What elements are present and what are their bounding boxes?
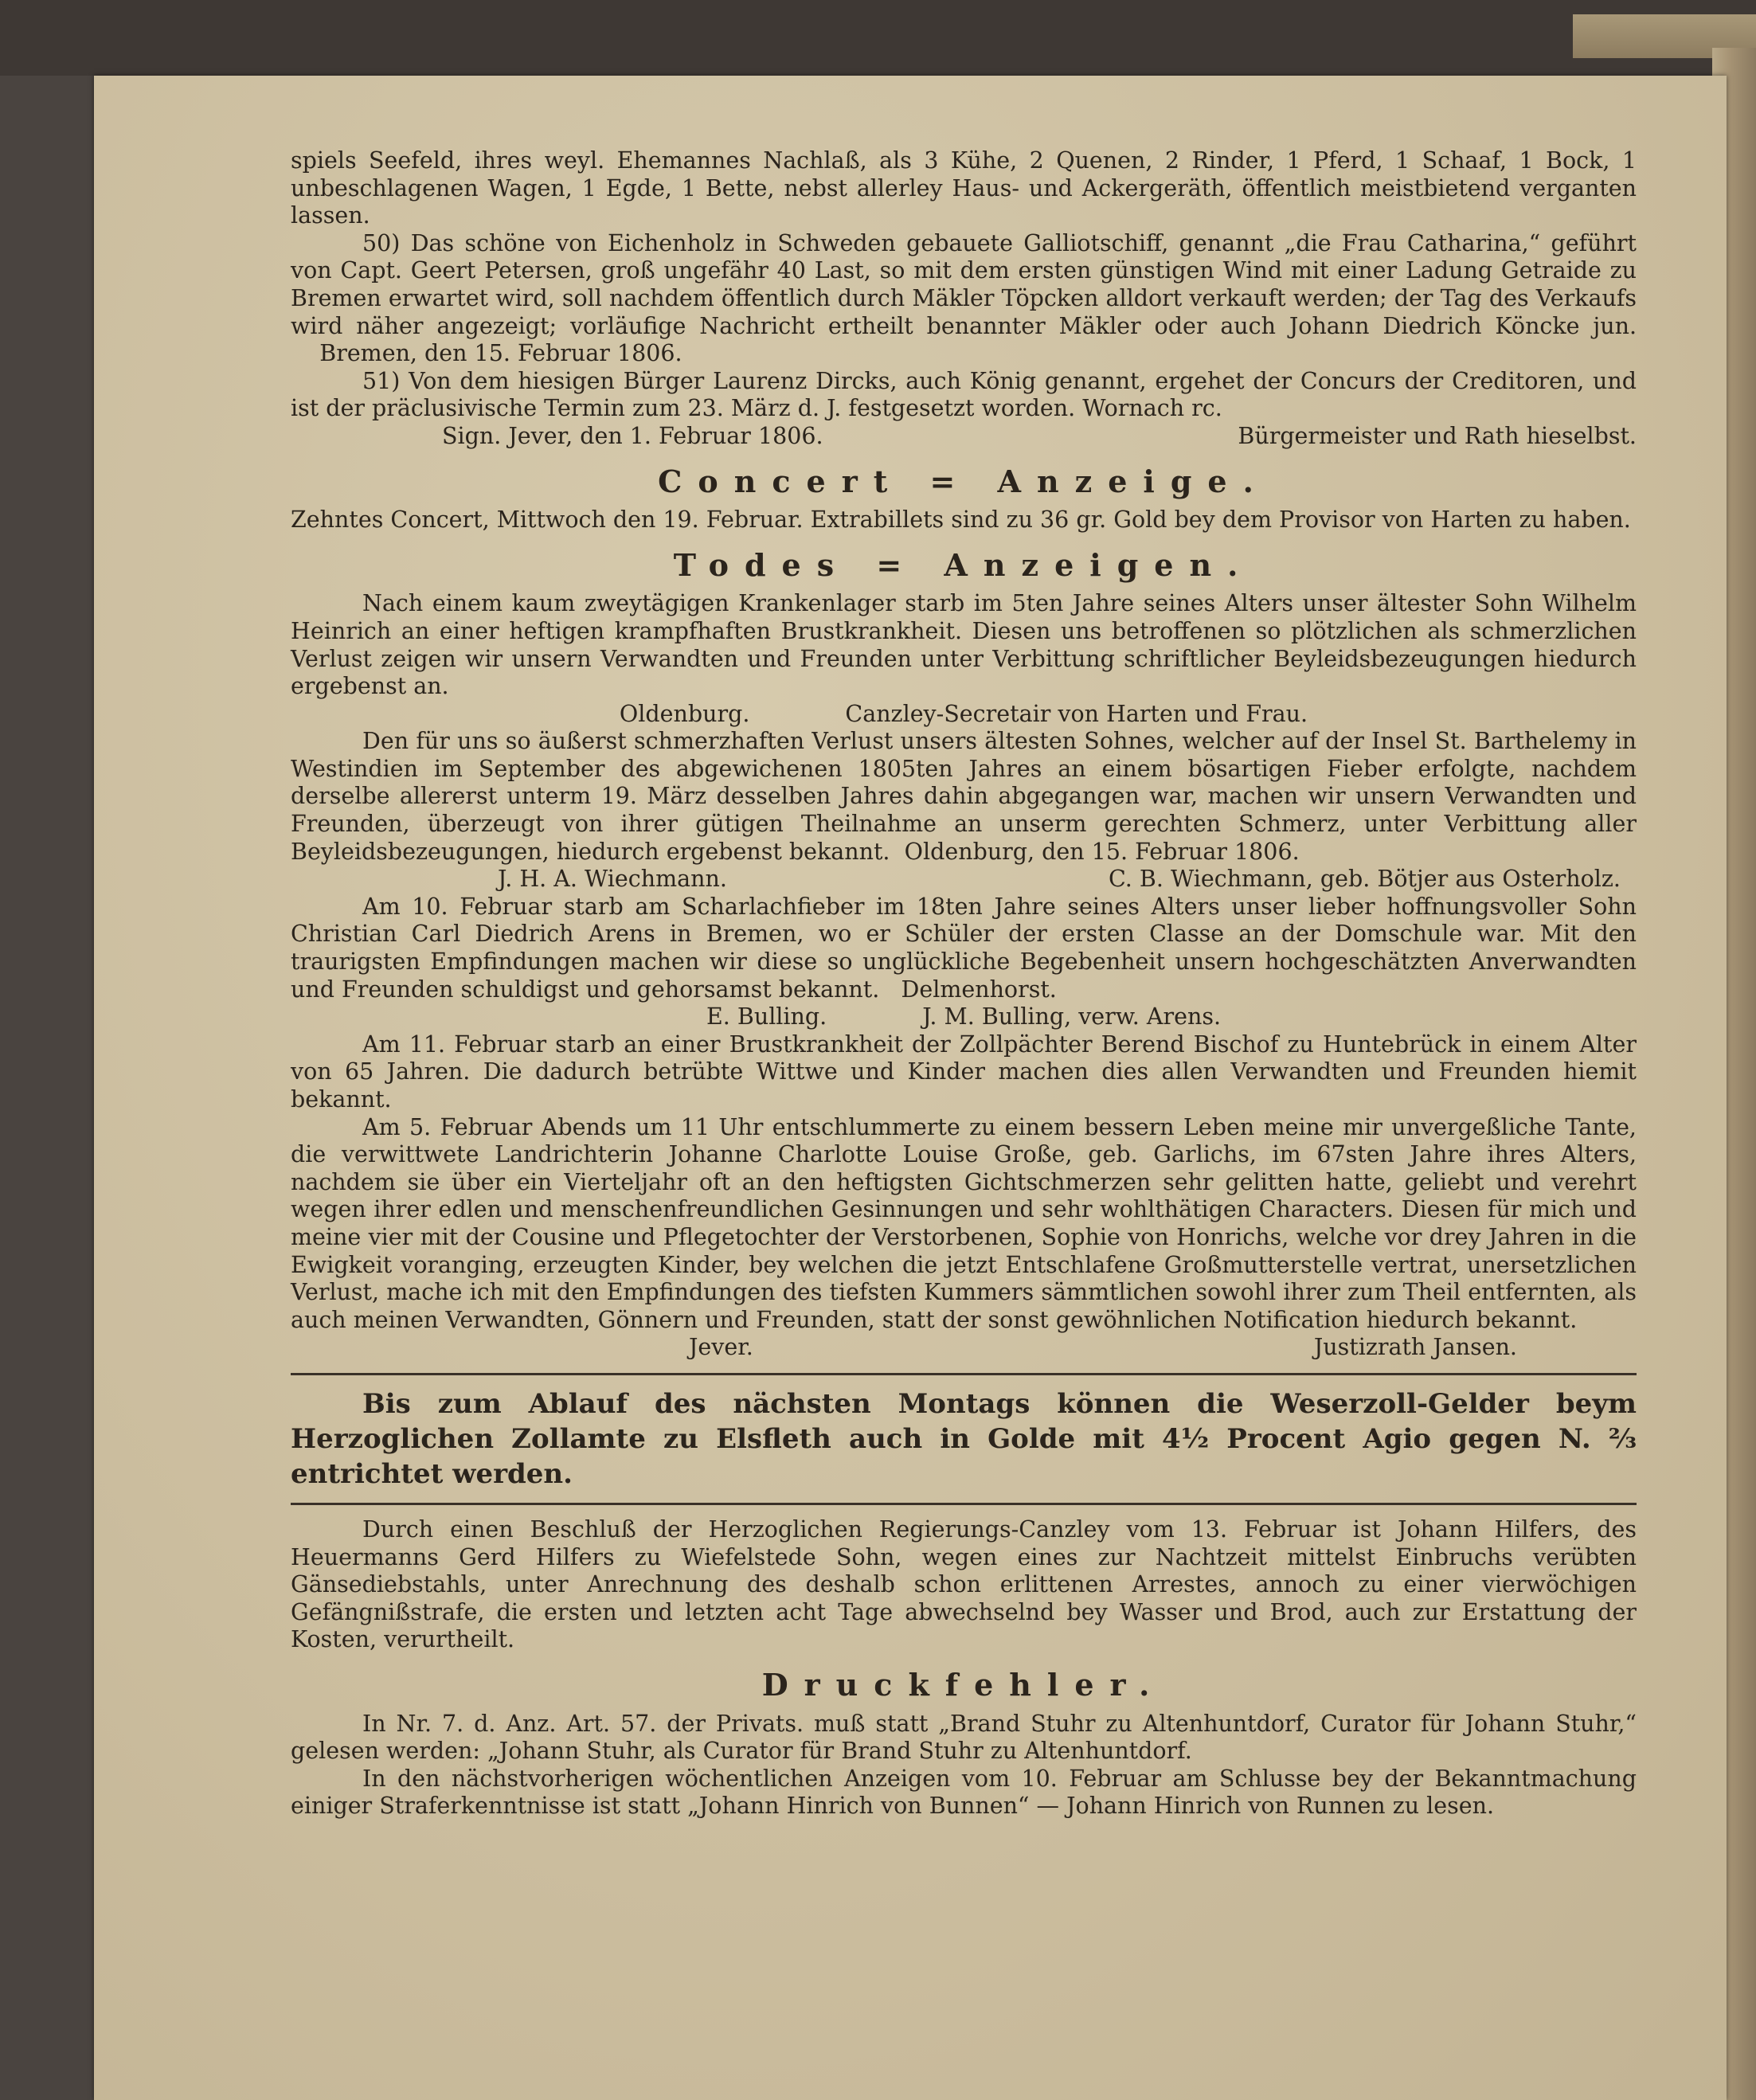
death-notice-2 xyxy=(291,728,1637,866)
death-notice-1-signature-row xyxy=(291,701,1637,729)
death-notice-5: Am 5. Februar Abends um 11 Uhr entschlummerte zu einem bessern Leben meine mir unvergeßliche Tante, die verwittwete Landrichterin Johanne Charlotte Louise Große, geb. Garlichs, im 67sten Jahre ihres Alters, nachdem sie über ein Vierteljahr oft an den heftigsten Gichtschmerzen sehr gelitten hatte, geliebt und verehrt wegen ihrer edlen und menschenfreundlichen Gesinnungen und sehr wohlthätigen Characters. Diesen für mich und meine vier mit der Cousine und Pflegetochter der Verstorbenen, Sophie von Honrichs, welche vor drey Jahren in die Ewigkeit voranging, erzeugten Kinder, bey welchen die jetzt Entschlafene Großmutterstelle vertrat, unersetzlichen Verlust, mache ich mit den Empfindungen des tiefsten Kummers sämmtlichen sowohl ihrer zum Theil entfernten, als auch meinen Verwandten, Gönnern und Freunden, statt der sonst gewöhnlichen Notification hiedurch bekannt. xyxy=(291,1113,1637,1333)
notice-50-signature: Bremen, den 15. Februar 1806. xyxy=(319,340,682,367)
scan-background xyxy=(0,0,1756,76)
death-notice-1: Nach einem kaum zweytägigen Krankenlager starb im 5ten Jahre seines Alters unser ältester Sohn Wilhelm Heinrich an einer heftigen krampfhaften Brustkrankheit. Diesen uns betroffenen so plötzlichen als schmerzlichen Verlust zeigen wir unsern Verwandten und Freunden unter Verbittung schriftlicher Beyleidsbezeugungen hiedurch ergebenst an. xyxy=(291,590,1637,700)
death-notice-2-signature-right: C. B. Wiechmann, geb. Bötjer aus Osterholz. xyxy=(1109,866,1621,893)
deaths-heading: Todes = Anzeigen. xyxy=(673,546,1254,583)
death-notice-2-signature-left: J. H. A. Wiechmann. xyxy=(498,866,727,893)
death-notice-3 xyxy=(291,894,1637,1003)
death-notice-3-signature-right: J. M. Bulling, verw. Arens. xyxy=(922,1003,1222,1030)
errata-item-1: In Nr. 7. d. Anz. Art. 57. der Privats. muß statt „Brand Stuhr zu Altenhuntdorf, Curator für Johann Stuhr,“ gelesen werden: „Johann Stuhr, als Curator für Brand Stuhr zu Altenhuntdorf. xyxy=(291,1710,1637,1765)
death-notice-3-text: Am 10. Februar starb am Scharlachfieber im 18ten Jahre seines Alters unser lieber hoffnungsvoller Sohn Christian Carl Diedrich Arens in Bremen, wo er Schüler der ersten Classe an der Domschule war. Mit den traurigsten Empfindungen machen wir diese so unglückliche Begebenheit unsern hochgeschätzten Anverwandten und Freunden schuldigst und gehorsamst bekannt. xyxy=(291,893,1637,1003)
death-notice-4: Am 11. Februar starb an einer Brustkrankheit der Zollpächter Berend Bischof zu Huntebrück in einem Alter von 65 Jahren. Die dadurch betrübte Wittwe und Kinder machen dies allen Verwandten und Freunden hiemit bekannt. xyxy=(291,1030,1637,1113)
notice-51-signature-right: Bürgermeister und Rath hieselbst. xyxy=(1238,422,1637,449)
death-notice-1-signature: Canzley-Secretair von Harten und Frau. xyxy=(845,700,1308,727)
notice-51: 51) Von dem hiesigen Bürger Laurenz Dircks, auch König genannt, ergehet der Concurs der Creditoren, und ist der präclusivische Termin zum 23. März d. J. festgesetzt worden. Wornach rc. xyxy=(291,367,1637,422)
death-notice-1-place: Oldenburg. xyxy=(619,700,750,727)
death-notice-5-signature: Justizrath Jansen. xyxy=(1313,1334,1517,1361)
death-notice-5-place: Jever. xyxy=(689,1334,753,1361)
death-notice-2-place: Oldenburg, den 15. Februar 1806. xyxy=(904,838,1300,865)
concert-heading: Concert = Anzeige. xyxy=(658,463,1269,499)
court-sentence-notice: Durch einen Beschluß der Herzoglichen Regierungs-Canzley vom 13. Februar ist Johann Hilfers, des Heuermanns Gerd Hilfers zu Wiefelstede Sohn, wegen eines zur Nachtzeit mittelst Einbruchs verübten Gänsediebstahls, unter Anrechnung des deshalb schon erlittenen Arrestes, annoch zu einer vierwöchigen Gefängnißstrafe, die ersten und letzten acht Tage abwechselnd bey Wasser und Brod, auch zur Erstattung der Kosten, verurtheilt. xyxy=(291,1515,1637,1653)
death-notice-3-signature-left: E. Bulling. xyxy=(706,1003,827,1030)
errata-heading: Druckfehler. xyxy=(761,1666,1166,1703)
death-notice-5-signature-row xyxy=(291,1334,1637,1362)
notice-49-end: spiels Seefeld, ihres weyl. Ehemannes Nachlaß, als 3 Kühe, 2 Quenen, 2 Rinder, 1 Pferd, 1 Schaaf, 1 Bock, 1 unbeschlagenen Wagen, 1 Egde, 1 Bette, nebst allerley Haus- und Ackergeräth, öffentlich meistbietend verganten lassen. xyxy=(291,147,1637,229)
death-notice-2-signature-row xyxy=(291,866,1637,894)
concert-text: Zehntes Concert, Mittwoch den 19. Februar. Extrabillets sind zu 36 gr. Gold bey dem Provisor von Harten zu haben. xyxy=(291,506,1631,534)
death-notice-3-place: Delmenhorst. xyxy=(901,976,1057,1003)
divider-bottom xyxy=(291,1503,1637,1505)
errata-item-2: In den nächstvorherigen wöchentlichen Anzeigen vom 10. Februar am Schlusse bey der Bekanntmachung einiger Straferkenntnisse ist statt „Johann Hinrich von Bunnen“ — Johann Hinrich von Runnen zu lesen. xyxy=(291,1765,1637,1820)
death-notice-3-signature-row xyxy=(291,1003,1637,1031)
notice-51-signature-row xyxy=(291,423,1637,451)
notice-50-text: 50) Das schöne von Eichenholz in Schweden gebauete Galliotschiff, genannt „die Frau Catharina,“ geführt von Capt. Geert Petersen, groß ungefähr 40 Last, so mit dem ersten günstigen Wind mit einer Ladung Getraide zu Bremen erwartet wird, soll nachdem öffentlich durch Mäkler Töpcken alldort verkauft werden; der Tag des Verkaufs wird näher angezeigt; vorläufige Nachricht ertheilt benannter Mäkler oder auch Johann Diedrich Köncke jun. xyxy=(291,229,1637,339)
notice-51-signature-left: Sign. Jever, den 1. Februar 1806. xyxy=(442,422,823,449)
page-content xyxy=(291,147,1637,1820)
notice-50 xyxy=(291,230,1637,368)
death-notice-2-text: Den für uns so äußerst schmerzhaften Verlust unsers ältesten Sohnes, welcher auf der Insel St. Barthelemy in Westindien im September des abgewichenen 1805ten Jahres an einem bösartigen Fieber erfolgte, nachdem derselbe allererst unterm 19. März desselben Jahres dahin abgegangen war, machen wir unsern Verwandten und Freunden, überzeugt von ihrer gütigen Theilnahme an unserm gerechten Schmerz, unter Verbittung aller Beyleidsbezeugungen, hiedurch ergebenst bekannt. xyxy=(291,728,1637,865)
divider-top xyxy=(291,1373,1637,1375)
toll-notice: Bis zum Ablauf des nächsten Montags können die Weserzoll-Gelder beym Herzoglichen Zollamte zu Elsfleth auch in Golde mit 4½ Procent Agio gegen N. ⅔ entrichtet werden. xyxy=(291,1387,1637,1490)
